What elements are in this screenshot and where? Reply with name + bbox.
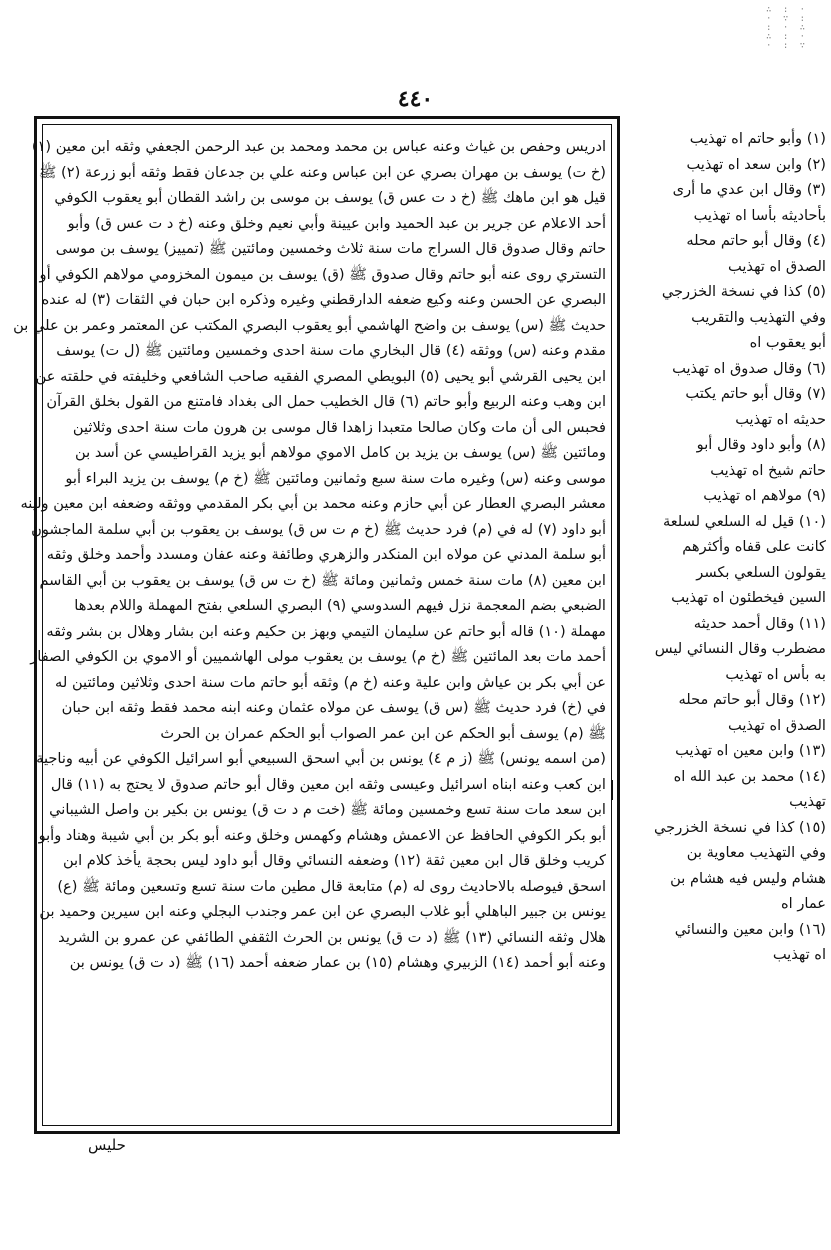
main-text-line: ومائتين ﷺ (س) يوسف بن يزيد بن كامل الاموي مولاهم أبو يزيد القراطيسي عن أسد بن [75, 444, 606, 461]
main-text-line: البصري عن الحسن وعنه وكيع ضعفه الدارقطني وغيره وذكره ابن حبان في الثقات (٣) له عنده [41, 291, 606, 308]
side-note-line: (٦) وقال صدوق اه تهذيب [672, 359, 826, 377]
main-text-line: هلال وثقه النسائي (١٣) ﷺ (د ت ق) يونس بن الحرث الثقفي الطائفي عن عمرو بن الشريد [58, 928, 606, 946]
main-text-line: حديث ﷺ (س) يوسف بن واضح الهاشمي أبو يعقوب البصري المكتب عن المعتمر وعمر بن علي بن [13, 316, 606, 334]
main-text-line: موسى وعنه (س) وغيره مات سنة سبع وثمانين ومائتين ﷺ (خ م) يوسف بن يزيد البراء أبو [65, 469, 606, 487]
main-text-line: مهملة (١٠) قاله أبو حاتم عن سليمان التيمي وبهز بن حكيم وعنه ابن بشار وهلال بن بشر وثقه [46, 622, 606, 640]
side-note-line: (١٦) وابن معين والنسائي [674, 920, 826, 938]
page-number: ٤٤٠ [397, 86, 434, 112]
side-note-line: به بأس اه تهذيب [725, 665, 826, 683]
margin-speckle: ∴ : · · ∵ : : · ∴ ∴ : · · : ∵ [766, 5, 809, 51]
side-note-line: اه تهذيب [772, 946, 826, 963]
main-text-line: التستري روى عنه أبو حاتم وقال صدوق ﷺ (ق) يوسف بن ميمون المخزومي مولاهم الكوفي أو [39, 265, 606, 283]
main-text-line: يونس بن جبير الباهلي أبو غلاب البصري عن ابن عمر وجندب البجلي وعنه ابن سيرين وحميد بن [39, 903, 606, 920]
main-text-line: (من اسمه يونس) ﷺ (ز م ٤) يونس بن أبي اسحق السبيعي أبو اسرائيل الكوفي عن أبيه وناجية [36, 750, 606, 767]
side-note-line: كانت على قفاه وأكثرهم [682, 538, 826, 555]
main-text-line: ابن وهب وعنه الربيع وأبو حاتم (٦) قال الخطيب حمل الى بغداد فامتنع من القول بخلق القرآن [46, 393, 606, 410]
side-note-line: عمار اه [781, 895, 826, 912]
side-note-line: (١٥) كذا في نسخة الخزرجي [654, 818, 826, 836]
side-note-line: (١) وأبو حاتم اه تهذيب [689, 130, 826, 147]
side-note-line: الصدق اه تهذيب [728, 257, 826, 275]
side-note-line: (١١) وقال أحمد حديثه [693, 614, 826, 632]
side-note-line: يقولون السلعي بكسر [696, 563, 826, 581]
main-text-line: في (خ) فرد حديث ﷺ (س ق) يوسف عن مولاه عثمان وعنه ابنه محمد فقط وثقه ابن حبان [61, 699, 606, 716]
side-note-line: (٣) وقال ابن عدي ما أرى [672, 181, 826, 198]
side-note-line: وفي التهذيب معاوية بن [686, 844, 826, 861]
side-note-line: (٢) وابن سعد اه تهذيب [686, 155, 826, 173]
main-text-line: أحد الاعلام عن جرير بن عبد الحميد وابن عيينة وأبي نعيم وخلق وعنه (خ د ت عس ق) وأبو [67, 214, 606, 232]
side-note-line: حديثه اه تهذيب [735, 410, 826, 428]
main-text-line: ابن معين (٨) مات سنة خمس وثمانين ومائة ﷺ (خ ت س ق) يوسف بن يعقوب بن أبي القاسم [39, 571, 606, 589]
main-text-line: ابن سعد مات سنة تسع وخمسين ومائة ﷺ (خت م د ت ق) يونس بن بكير بن واصل الشيباني [49, 801, 606, 818]
side-note-line: هشام وليس فيه هشام بن [670, 869, 826, 887]
main-text-line: كريب وخلق قال ابن معين ثقة (١٢) وضعفه النسائي وقال أبو داود ليس بحجة يأخذ كلام ابن [62, 852, 606, 869]
side-note-line: (١٢) وقال أبو حاتم محله [678, 691, 826, 708]
main-text-line: معشر البصري العطار عن أبي حازم وعنه محمد بن أبي بكر المقدمي ووثقه وضعفه ابن معين ولينه [20, 495, 606, 512]
side-note-line: بأحاديثه بأسا اه تهذيب [693, 206, 826, 224]
side-note-line: حاتم شيخ اه تهذيب [710, 461, 826, 479]
main-text-line: اسحق فيوصله بالاحاديث روى له (م) متابعة قال مطين مات سنة تسع وتسعين ومائة ﷺ (ع) [57, 877, 606, 895]
side-note-line: (٨) وأبو داود وقال أبو [696, 436, 826, 453]
main-text-line: ادريس وحفص بن غياث وعنه عباس بن محمد ومحمد بن عبد الرحمن الجعفي وثقه ابن معين (١) [31, 138, 606, 155]
margin-tick-mark [611, 780, 619, 800]
main-text-line: أبو داود (٧) له في (م) فرد حديث ﷺ (خ م ت س ق) يوسف بن يعقوب بن أبي سلمة الماجشون [31, 520, 606, 538]
main-text-line: ابن يحيى القرشي أبو يحيى (٥) البويطي المصري الفقيه صاحب الشافعي وخليفته في حلقته عن [35, 367, 606, 385]
side-note-line: (٩) مولاهم اه تهذيب [703, 487, 826, 504]
side-note-line: (٤) وقال أبو حاتم محله [686, 232, 826, 249]
main-text-line: ابن كعب وعنه ابناه اسرائيل وعيسى وثقه ابن معين وقال أبو حاتم صدوق لا يحتج به (١١) قال [50, 775, 606, 793]
main-text-line: فحبس الى أن مات وكان صالحا متعبدا زاهدا قال موسى بن هرون مات سنة احدى وثلاثين [72, 418, 606, 436]
main-text-line: أبو بكر الكوفي الحافظ عن الاعمش وهشام وكهمس وخلق وعنه أبو بكر بن أبي شيبة وهناد وأبو [38, 826, 606, 844]
main-text-line: أحمد مات بعد المائتين ﷺ (خ م) يوسف بن يعقوب مولى الهاشميين أو الاموي بن الكوفي الصفار [30, 648, 606, 665]
main-text-line: قيل هو ابن ماهك ﷺ (خ د ت عس ق) يوسف بن موسى بن راشد القطان أبو يعقوب الكوفي [54, 189, 606, 206]
main-text-line: وعنه أبو أحمد (١٤) الزبيري وهشام (١٥) بن عمار ضعفه أحمد (١٦) ﷺ (د ت ق) يونس بن [69, 954, 606, 971]
side-note-line: مضطرب وقال النسائي ليس [654, 640, 826, 657]
side-note-line: أبو يعقوب اه [749, 334, 826, 351]
side-note-line: (٧) وقال أبو حاتم يكتب [685, 385, 826, 402]
main-text-line: مقدم وعنه (س) ووثقه (٤) قال البخاري مات سنة احدى وخمسين ومائتين ﷺ (ل ت) يوسف [56, 342, 606, 359]
side-note-line: (١٣) وابن معين اه تهذيب [675, 742, 826, 759]
side-note-line: وفي التهذيب والتقريب [691, 308, 826, 326]
main-text-line: الضبعي بضم المعجمة نزل فيهم السدوسي (٩) البصري السلعي بفتح المهملة واللام بعدها [74, 597, 606, 614]
main-text-line: (خ ت) يوسف بن مهران بصري عن ابن عباس وعنه علي بن جدعان فقط وثقه أبو زرعة (٢) ﷺ [38, 163, 606, 181]
main-text-line: أبو سلمة المدني عن مولاه ابن المنكدر والزهري وطائفة وعنه عفان ومسدد وأحمد وخلق وثقه [46, 546, 606, 563]
main-text-block [13, 134, 606, 1120]
side-note-line: (١٤) محمد بن عبد الله اه [673, 767, 826, 785]
catchword: حليس [88, 1136, 126, 1154]
side-note-line: الصدق اه تهذيب [728, 716, 826, 734]
main-text-line: حاتم وقال صدوق قال السراج مات سنة ثلاث وخمسين ومائتين ﷺ (تمييز) يوسف بن موسى [55, 240, 606, 257]
main-text-line: ﷺ (م) يوسف أبو الحكم عن ابن عمر الصواب أبو الحكم عمران بن الحرث [160, 724, 606, 742]
side-note-line: تهذيب [789, 793, 826, 810]
main-text-line: عن أبي بكر بن عياش وابن علية وعنه (خ م) وثقه أبو حاتم مات سنة احدى وثلاثين ومائتين له [55, 673, 606, 691]
side-note-line: (٥) كذا في نسخة الخزرجي [661, 283, 826, 300]
side-notes-column [626, 126, 826, 1126]
side-note-line: السين فيخطئون اه تهذيب [671, 589, 826, 606]
side-note-line: (١٠) قيل له السلعي لسلعة [662, 512, 826, 530]
